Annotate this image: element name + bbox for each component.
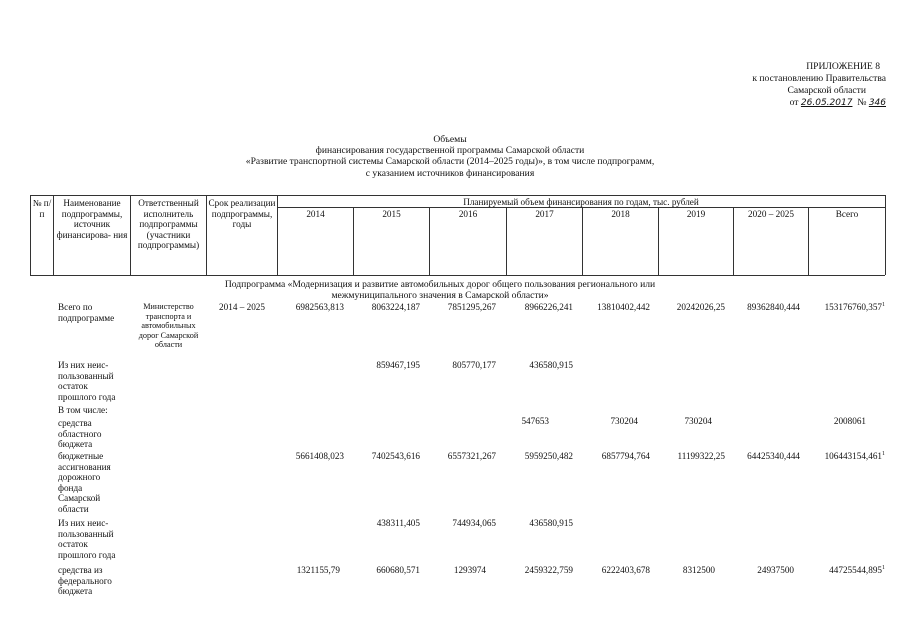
row-allocations-2015: 7402543,616	[371, 451, 420, 461]
row-regional-2019: 730204	[684, 416, 712, 426]
row-total-2014: 6982563,813	[295, 302, 344, 312]
col-header-planned: Планируемый объем финансирования по годам, тыс. рублей	[463, 197, 699, 207]
row-federal-2018: 6222403,678	[601, 565, 650, 575]
row-federal-sum	[805, 565, 885, 576]
vline-1	[53, 195, 54, 275]
subprogram-title: Подпрограмма «Модернизация и развитие автомобильных дорог общего пользования регионального или межмуниципального значения в Самарской области»	[224, 279, 656, 302]
row-federal-footnote: 1	[882, 565, 885, 571]
header-bottom-border	[30, 275, 885, 276]
resolution-line: к постановлению Правительства	[752, 73, 886, 84]
number-prefix: №	[857, 97, 867, 108]
row-federal-label: средства из федерального бюджета	[58, 565, 112, 597]
row-allocations-2020-2025: 64425340,444	[747, 451, 800, 461]
row-allocations-2014: 5661408,023	[295, 451, 344, 461]
row-allocations-2017: 5959250,482	[524, 451, 573, 461]
row-federal-sum-value: 44725544,895	[829, 565, 882, 576]
row-total-executor: Министерство транспорта и автомобильных дорог Самарской области	[138, 302, 199, 350]
vline-2	[130, 195, 131, 275]
row-total-footnote: 1	[882, 302, 885, 308]
col-header-executor: Ответственный исполнитель подпрограммы (участники подпрограммы)	[137, 198, 200, 251]
date-prefix: от	[789, 97, 799, 108]
row-total-2016: 7851295,267	[447, 302, 496, 312]
title-line-4: с указанием источников финансирования	[365, 167, 535, 179]
row-allocations-2016: 6557321,267	[447, 451, 496, 461]
handwritten-number: 346	[868, 98, 886, 108]
row-regional-2017: 547653	[521, 416, 549, 426]
row-unused2-2017: 436580,915	[529, 518, 573, 528]
row-total-sum	[805, 302, 885, 313]
row-unused1-2015: 859467,195	[376, 360, 420, 370]
row-unused1-2016: 805770,177	[452, 360, 496, 370]
appendix-title: ПРИЛОЖЕНИЕ 8	[806, 61, 880, 72]
row-federal-2014: 1321155,79	[296, 565, 340, 575]
row-total-term: 2014 – 2025	[219, 302, 265, 312]
handwritten-date: 26.05.2017	[800, 98, 853, 108]
title-line-3: «Развитие транспортной системы Самарской области (2014–2025 годы)», в том числе подпрограмм,	[245, 156, 655, 168]
row-total-2015: 8063224,187	[371, 302, 420, 312]
year-header-2019: 2019	[686, 209, 706, 219]
row-unused1-2017: 436580,915	[529, 360, 573, 370]
col-header-name: Наименование подпрограммы, источник финансирова- ния	[56, 198, 128, 240]
row-regional-2018: 730204	[610, 416, 638, 426]
row-unused2-2016: 744934,065	[452, 518, 496, 528]
row-regional-sum: 2008061	[833, 416, 866, 426]
row-federal-2017: 2459322,759	[524, 565, 573, 575]
row-total-label: Всего по подпрограмме	[58, 302, 115, 323]
row-federal-2020-2025: 24937500	[757, 565, 794, 575]
row-unused2-2015: 438311,405	[376, 518, 420, 528]
row-unused1-label: Из них неис- пользованный остаток прошлого года	[58, 360, 116, 402]
row-allocations-2018: 6857794,764	[601, 451, 650, 461]
year-header-2020-2025: 2020 – 2025	[748, 209, 794, 219]
row-total-2020-2025: 89362840,444	[747, 302, 800, 312]
row-allocations-label: бюджетные ассигнования дорожного фонда Самарской области	[58, 451, 111, 514]
year-header-2017: 2017	[535, 209, 554, 219]
row-allocations-2019: 11199322,25	[677, 451, 725, 461]
row-total-2019: 20242026,25	[676, 302, 725, 312]
row-unused2-label: Из них неис- пользованный остаток прошлого года	[58, 518, 116, 560]
row-federal-2015: 660680,571	[376, 565, 420, 575]
col-header-num: № п/п	[32, 198, 52, 219]
year-header-2014: 2014	[306, 209, 325, 219]
year-header-total: Всего	[835, 209, 859, 219]
title-line-1: Объемы	[433, 134, 467, 145]
row-allocations-sum	[805, 451, 885, 462]
year-header-2015: 2015	[382, 209, 401, 219]
row-total-sum-value: 153176760,357	[824, 302, 882, 313]
row-federal-2019: 8312500	[682, 565, 715, 575]
row-federal-2016: 1293974	[453, 565, 486, 575]
row-allocations-sum-value: 106443154,461	[824, 451, 882, 462]
col-header-term: Срок реализации подпрограммы, годы	[208, 198, 276, 230]
title-line-2: финансирования государственной программы Самарской области	[315, 145, 585, 157]
table-top-border	[30, 195, 885, 196]
row-total-2018: 13810402,442	[597, 302, 650, 312]
region-line: Самарской области	[787, 85, 866, 96]
year-header-2016: 2016	[458, 209, 478, 219]
row-including-label: В том числе:	[58, 405, 108, 415]
vline-3	[206, 195, 207, 275]
row-allocations-footnote: 1	[882, 451, 885, 457]
row-regional-label: средства областного бюджета	[58, 418, 102, 450]
vline-12	[885, 195, 886, 275]
row-total-2017: 8966226,241	[524, 302, 573, 312]
year-header-2018: 2018	[611, 209, 630, 219]
